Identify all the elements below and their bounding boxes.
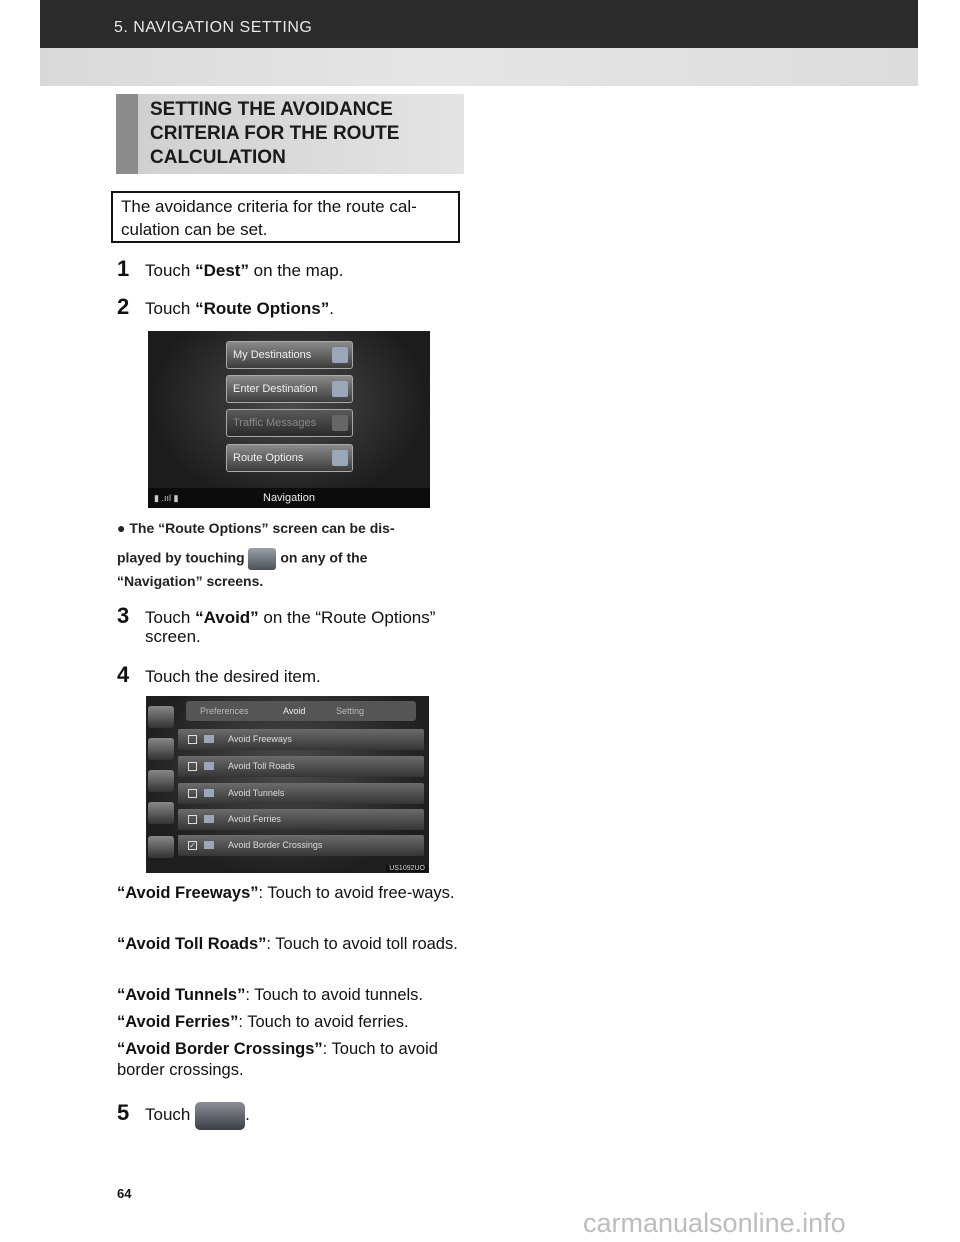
toll-icon [204,762,214,770]
desc-avoid-ferries [117,1012,463,1033]
step-2 [117,294,334,320]
section-heading [116,94,464,174]
footer-title: Navigation [263,492,315,504]
settings-tabs [186,701,416,721]
ferry-icon [204,815,214,823]
row-label: Avoid Tunnels [228,788,285,798]
traffic-messages-button[interactable] [226,409,353,437]
desc-term: “Avoid Toll Roads” [117,935,267,953]
desc-avoid-toll-roads [117,934,463,955]
route-side-icon[interactable] [148,802,174,824]
note-line-2 [117,548,367,570]
avoid-toll-roads-row[interactable] [178,756,424,777]
page-number: 64 [117,1186,132,1201]
avoid-freeways-row[interactable] [178,729,424,750]
step-1 [117,256,343,282]
step-text-end: on the map. [248,261,344,280]
image-code: US1092UO [386,865,428,872]
header-shade [40,48,918,86]
checkbox-checked-icon[interactable]: ✓ [189,841,196,850]
note-line-3: “Navigation” screens. [117,573,264,589]
row-label: Avoid Ferries [228,814,281,824]
menu-label: My Destinations [233,349,312,361]
tab-setting[interactable]: Setting [336,706,365,716]
desc-avoid-freeways [117,883,463,904]
intro-line-2: culation can be set. [121,220,268,239]
freeway-icon [204,735,214,743]
avoid-ferries-row[interactable] [178,809,424,830]
arrow-side-icon[interactable] [148,770,174,792]
desc-term: “Avoid Border Crossings” [117,1040,323,1058]
avoid-settings-screenshot [146,696,429,873]
step-text: Touch [145,1105,196,1124]
enter-destination-icon [332,381,348,397]
tunnel-icon [204,789,214,797]
traffic-icon [332,415,348,431]
menu-label: Enter Destination [233,383,318,395]
desc-avoid-tunnels [117,985,463,1006]
step-number: 5 [117,1100,130,1125]
destination-side-icon[interactable] [148,706,174,728]
desc-text: : Touch to avoid free-ways. [258,884,455,902]
step-3-continued: screen. [145,627,201,646]
chapter-title: 5. NAVIGATION SETTING [114,19,313,36]
my-destinations-button[interactable] [226,341,353,369]
checkbox-icon[interactable] [188,789,197,798]
menu-label: Traffic Messages [233,417,317,429]
border-icon [204,841,214,849]
step-3 [117,603,435,629]
step-keyword: “Dest” [195,261,249,280]
checkbox-icon[interactable] [188,815,197,824]
intro-line-1: The avoidance criteria for the route cal- [121,197,417,216]
intro-box [111,191,460,243]
step-text: Touch [145,608,196,627]
step-text-end: on the “Route Options” [258,608,436,627]
route-options-icon [332,450,348,466]
menu-label: Route Options [233,452,304,464]
step-text: Touch the desired item. [145,667,321,686]
checkbox-icon[interactable] [188,735,197,744]
navigation-menu-screenshot [148,331,430,508]
step-text-end: . [245,1105,250,1124]
step-number: 4 [117,662,130,687]
row-label: Avoid Toll Roads [228,761,295,771]
signal-indicator: ▮ .ııl ▮ [154,493,179,503]
note-text-end: on any of the [280,549,368,566]
route-options-button[interactable] [226,444,353,472]
step-keyword: “Avoid” [195,608,259,627]
row-label: Avoid Freeways [228,734,292,744]
chapter-header [40,0,918,48]
destinations-icon [332,347,348,363]
section-title: SETTING THE AVOIDANCE CRITERIA FOR THE ROUTE CALCULATION [150,99,400,168]
watermark: carmanualsonline.info [583,1208,846,1238]
step-text: Touch [145,261,196,280]
tab-avoid[interactable]: Avoid [283,706,306,716]
note-line-1: ● The “Route Options” screen can be dis- [117,520,395,536]
row-label: Avoid Border Crossings [228,840,323,850]
note-text: played by touching [117,549,245,566]
desc-text: : Touch to avoid ferries. [238,1013,409,1031]
avoid-tunnels-row[interactable] [178,783,424,804]
route-options-icon [248,548,276,570]
map-side-icon[interactable] [148,738,174,760]
desc-term: “Avoid Ferries” [117,1013,239,1031]
desc-text: : Touch to avoid toll roads. [266,935,458,953]
avoid-border-crossings-row[interactable] [178,835,424,856]
step-number: 3 [117,603,130,628]
checkbox-icon[interactable] [188,762,197,771]
back-side-icon[interactable] [148,836,174,858]
back-button-icon [195,1102,245,1130]
heading-accent-bar [116,94,138,174]
screen-footer [148,488,430,508]
step-keyword: “Route Options” [195,299,330,318]
desc-text: : Touch to avoid tunnels. [245,986,423,1004]
step-text: Touch [145,299,196,318]
desc-term: “Avoid Freeways” [117,884,259,902]
step-4 [117,662,321,688]
step-5 [117,1100,250,1130]
desc-term: “Avoid Tunnels” [117,986,246,1004]
tab-preferences[interactable]: Preferences [200,706,249,716]
desc-avoid-border-crossings [117,1039,463,1081]
step-text-end: . [329,299,334,318]
desc-text: : Touch to avoid border crossings. [117,1040,438,1079]
step-number: 2 [117,294,130,319]
enter-destination-button[interactable] [226,375,353,403]
step-number: 1 [117,256,130,281]
